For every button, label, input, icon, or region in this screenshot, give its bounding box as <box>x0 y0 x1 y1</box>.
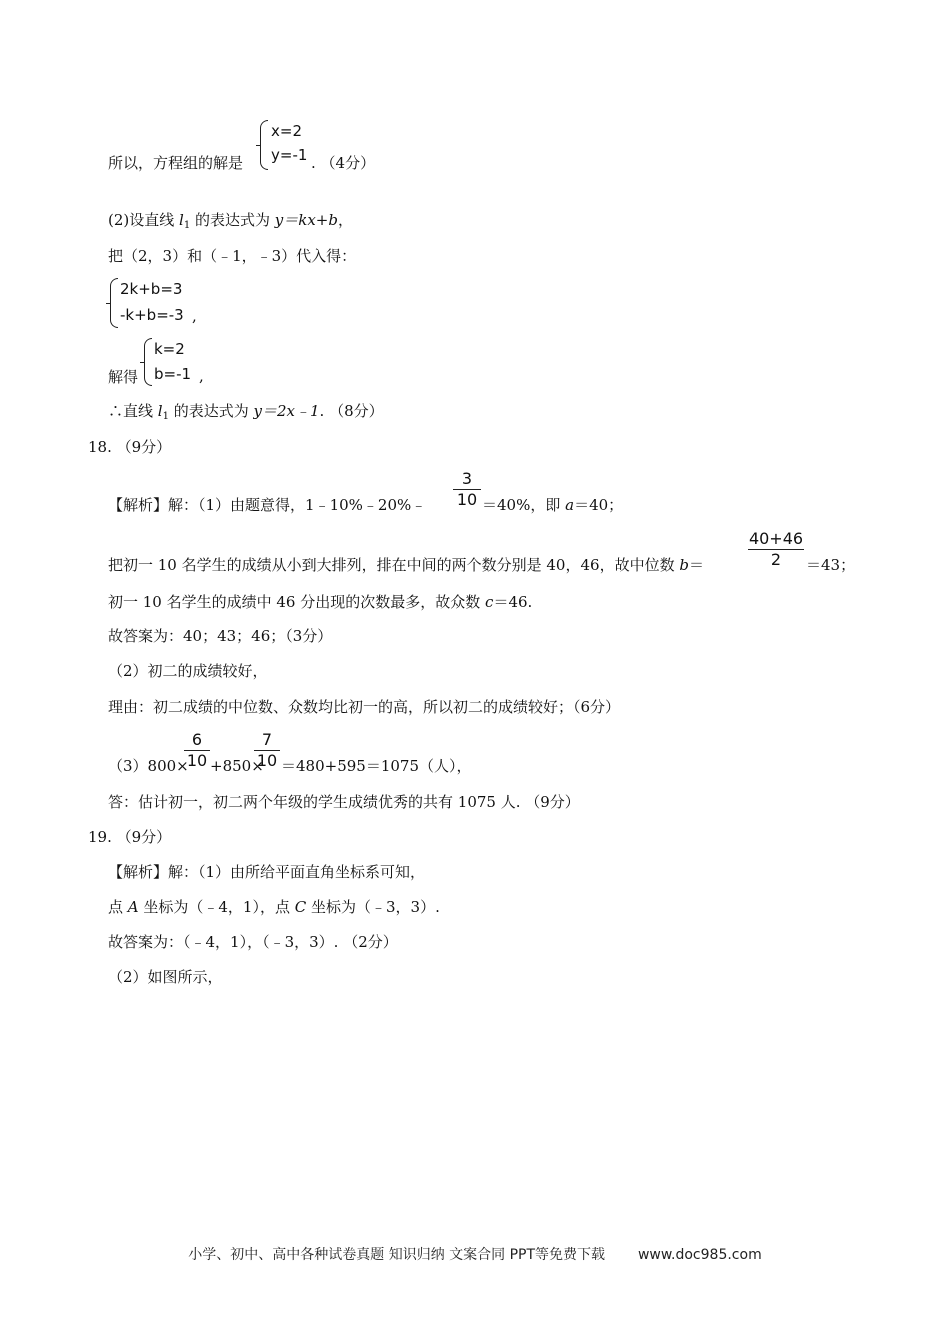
score-note: . （4分） <box>311 154 376 172</box>
equation-line: x=2 <box>271 122 302 140</box>
text-line: ＝480+595＝1075（人）， <box>281 757 472 775</box>
text-line: ＝40%，即 a＝40； <box>482 496 624 514</box>
punctuation: , <box>199 367 204 385</box>
text-line: 【解析】解：（1）由所给平面直角坐标系可知， <box>108 863 426 881</box>
equation-line: -k+b=-3 <box>120 306 184 324</box>
fraction: 3 10 <box>453 470 481 509</box>
page-footer <box>0 1244 950 1264</box>
text-line: 把初一 10 名学生的成绩从小到大排列，排在中间的两个数分别是 40，46，故中位数 b＝ <box>108 556 704 574</box>
equation-line: k=2 <box>154 340 185 358</box>
text-line: （3）800× <box>108 757 189 775</box>
equation-line: 2k+b=3 <box>120 280 183 298</box>
text-line: +850× <box>210 757 264 775</box>
brace-symbol <box>144 338 152 386</box>
footer-link[interactable]: www.doc985.com <box>637 1247 762 1263</box>
text-line: (2)设直线 $l_1$ 的表达式为 y＝kx+b， <box>108 211 353 231</box>
question-heading: 18. （9分） <box>88 438 172 456</box>
text-line: 解得 <box>108 368 139 386</box>
text-line: 把（2，3）和（﹣1，﹣3）代入得： <box>108 247 357 265</box>
fraction: 6 10 <box>184 731 210 770</box>
punctuation: , <box>192 307 197 325</box>
question-heading: 19. （9分） <box>88 828 172 846</box>
text-line: ＝43； <box>806 556 856 574</box>
text-line: 答：估计初一，初二两个年级的学生成绩优秀的共有 1075 人. （9分） <box>108 793 580 811</box>
solution-prefix: 所以，方程组的解是 <box>108 154 244 172</box>
text-line: ∴直线 $l_1$ 的表达式为 y＝2x﹣1. （8分） <box>108 402 384 422</box>
text-line: 故答案为：（﹣4，1），（﹣3，3）. （2分） <box>108 933 398 951</box>
fraction: 7 10 <box>254 731 280 770</box>
text-line: 故答案为：40；43；46；（3分） <box>108 627 333 645</box>
brace-symbol <box>110 278 118 328</box>
equation-line: y=-1 <box>271 146 308 164</box>
text-line: 初一 10 名学生的成绩中 46 分出现的次数最多，故众数 c＝46. <box>108 593 533 611</box>
fraction: 40+46 2 <box>748 529 804 569</box>
text-line: （2）如图所示， <box>108 968 223 986</box>
text-line: 【解析】解：（1）由题意得，1﹣10%﹣20%﹣ <box>108 496 427 514</box>
text-line: （2）初二的成绩较好， <box>108 662 268 680</box>
footer-text: 小学、初中、高中各种试卷真题 知识归纳 文案合同 PPT等免费下载 <box>188 1247 606 1263</box>
text-line: 理由：初二成绩的中位数、众数均比初一的高，所以初二的成绩较好；（6分） <box>108 698 621 716</box>
text-line: 点 A 坐标为（﹣4，1），点 C 坐标为（﹣3，3）. <box>108 898 440 916</box>
brace-symbol <box>260 120 268 170</box>
equation-line: b=-1 <box>154 365 192 383</box>
